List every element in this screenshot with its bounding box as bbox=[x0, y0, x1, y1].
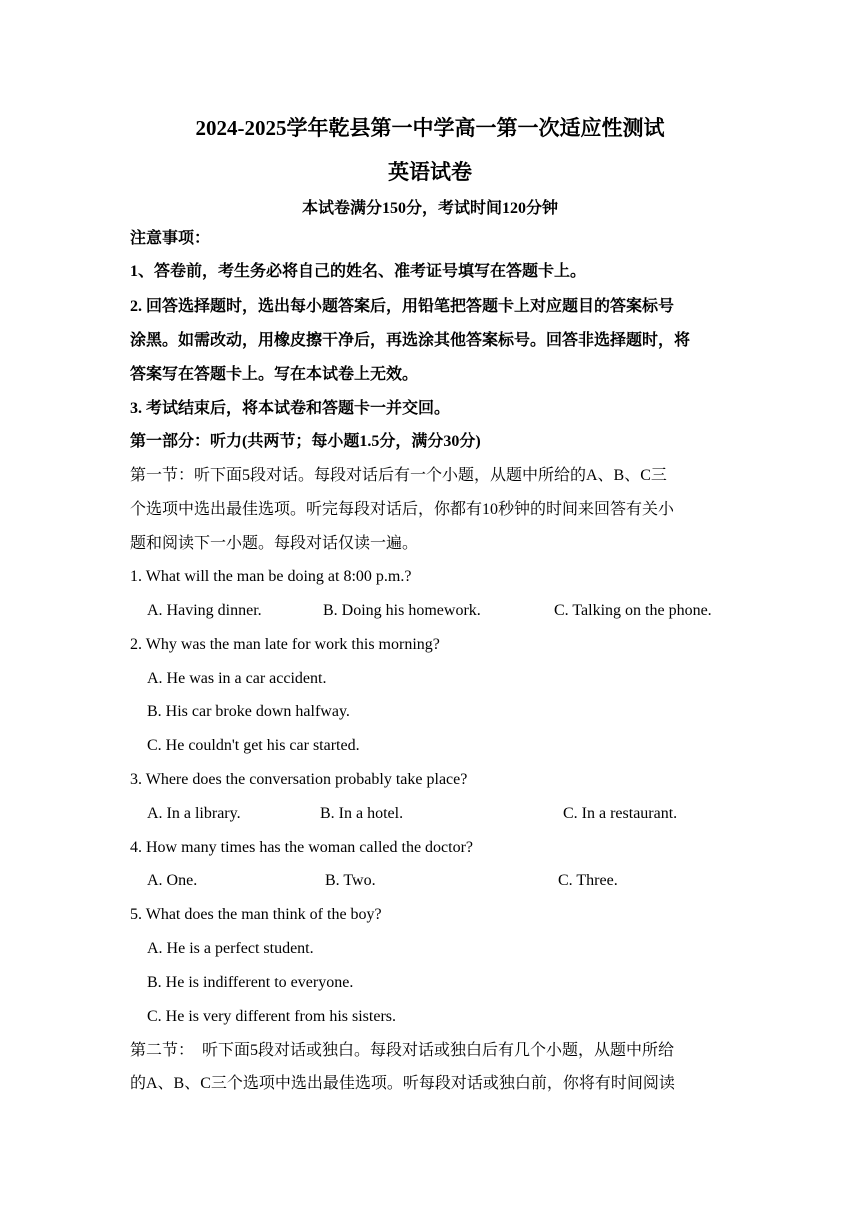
notice-item-1: 1、答卷前，考生务必将自己的姓名、准考证号填写在答题卡上。 bbox=[130, 263, 587, 280]
question-5-option-c: C. He is very different from his sisters. bbox=[147, 1008, 396, 1025]
question-1-option-a: A. Having dinner. bbox=[147, 602, 262, 619]
question-5-option-b: B. He is indifferent to everyone. bbox=[147, 974, 354, 991]
exam-info: 本试卷满分150分，考试时间120分钟 bbox=[301, 200, 558, 217]
question-2-stem: 2. Why was the man late for work this morning? bbox=[130, 636, 440, 653]
section1-instruction-line-2: 个选项中选出最佳选项。听完每段对话后，你都有10秒钟的时间来回答有关小 bbox=[130, 501, 675, 518]
question-4-option-b: B. Two. bbox=[325, 872, 376, 889]
section1-instruction-line-1: 第一节：听下面5段对话。每段对话后有一个小题，从题中所给的A、B、C三 bbox=[130, 467, 667, 484]
notice-item-2-line-3: 答案写在答题卡上。写在本试卷上无效。 bbox=[130, 366, 419, 383]
exam-subtitle: 英语试卷 bbox=[388, 160, 472, 184]
question-3-stem: 3. Where does the conversation probably take place? bbox=[130, 771, 468, 788]
notice-item-2-line-1: 2. 回答选择题时，选出每小题答案后，用铅笔把答题卡上对应题目的答案标号 bbox=[130, 298, 675, 315]
exam-title: 2024-2025学年乾县第一中学高一第一次适应性测试 bbox=[195, 116, 665, 140]
notice-item-3: 3. 考试结束后，将本试卷和答题卡一并交回。 bbox=[130, 400, 451, 417]
question-4-option-c: C. Three. bbox=[558, 872, 618, 889]
question-5-stem: 5. What does the man think of the boy? bbox=[130, 906, 382, 923]
notice-heading: 注意事项： bbox=[130, 230, 211, 247]
question-2-option-a: A. He was in a car accident. bbox=[147, 670, 327, 687]
question-1-option-b: B. Doing his homework. bbox=[323, 602, 481, 619]
question-4-option-a: A. One. bbox=[147, 872, 198, 889]
section2-instruction-line-1: 第二节： 听下面5段对话或独白。每段对话或独白后有几个小题，从题中所给 bbox=[130, 1042, 675, 1059]
question-3-option-b: B. In a hotel. bbox=[320, 805, 404, 822]
question-2-option-c: C. He couldn't get his car started. bbox=[147, 737, 360, 754]
question-1-stem: 1. What will the man be doing at 8:00 p.m.? bbox=[130, 568, 412, 585]
section1-instruction-line-3: 题和阅读下一小题。每段对话仅读一遍。 bbox=[130, 535, 419, 552]
section2-instruction-line-2: 的A、B、C三个选项中选出最佳选项。听每段对话或独白前，你将有时间阅读 bbox=[130, 1075, 675, 1092]
part1-heading: 第一部分：听力(共两节；每小题1.5分，满分30分) bbox=[130, 433, 481, 450]
question-4-stem: 4. How many times has the woman called the doctor? bbox=[130, 839, 474, 856]
question-2-option-b: B. His car broke down halfway. bbox=[147, 703, 350, 720]
notice-item-2-line-2: 涂黑。如需改动，用橡皮擦干净后，再选涂其他答案标号。回答非选择题时，将 bbox=[130, 332, 691, 349]
question-3-option-a: A. In a library. bbox=[147, 805, 241, 822]
question-1-option-c: C. Talking on the phone. bbox=[554, 602, 712, 619]
question-5-option-a: A. He is a perfect student. bbox=[147, 940, 314, 957]
question-3-option-c: C. In a restaurant. bbox=[563, 805, 678, 822]
